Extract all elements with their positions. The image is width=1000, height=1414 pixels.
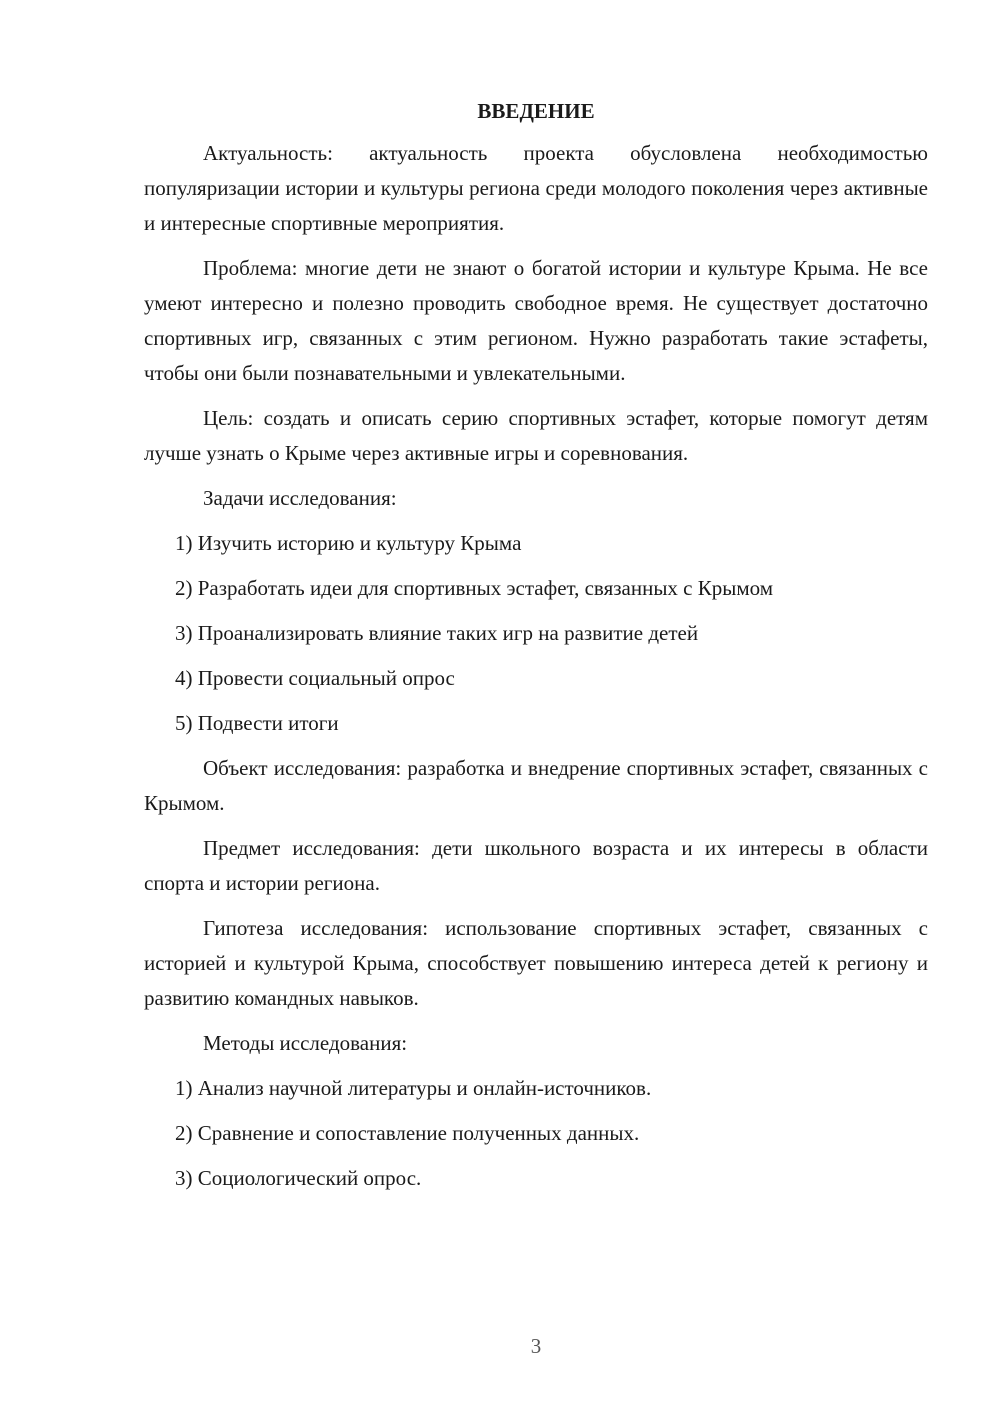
section-heading: ВВЕДЕНИЕ [477,99,595,123]
task-item: 2) Разработать идеи для спортивных эстафет, связанных с Крымом [175,576,774,600]
page-number: 3 [530,1334,542,1358]
tasks-title: Задачи исследования: [203,486,397,510]
method-item: 3) Социологический опрос. [175,1166,422,1190]
paragraph-goal: Цель: создать и описать серию спортивных эстафет, которые помогут детям лучше узнать о Крыме через активные игры и соревнования. [144,406,928,465]
task-item: 1) Изучить историю и культуру Крыма [175,531,522,555]
method-item: 2) Сравнение и сопоставление полученных данных. [175,1121,640,1145]
paragraph-object: Объект исследования: разработка и внедрение спортивных эстафет, связанных с Крымом. [144,756,928,815]
paragraph-problem: Проблема: многие дети не знают о богатой истории и культуре Крыма. Не все умеют интересно и полезно проводить свободное время. Не существует достаточно спортивных игр, связанных с этим регионом. Нужно разработать такие эстафеты, чтобы они были познавательными и увлекательными. [144,256,928,385]
task-item: 4) Провести социальный опрос [175,666,455,690]
paragraph-hypothesis: Гипотеза исследования: использование спортивных эстафет, связанных с историей и культурой Крыма, способствует повышению интереса детей к региону и развитию командных навыков. [144,916,928,1010]
methods-title: Методы исследования: [203,1031,408,1055]
task-item: 3) Проанализировать влияние таких игр на развитие детей [175,621,699,645]
paragraph-subject: Предмет исследования: дети школьного возраста и их интересы в области спорта и истории региона. [144,836,928,895]
task-item: 5) Подвести итоги [175,711,339,735]
method-item: 1) Анализ научной литературы и онлайн-источников. [175,1076,652,1100]
paragraph-relevance: Актуальность: актуальность проекта обусловлена необходимостью популяризации истории и культуры региона среди молодого поколения через активные и интересные спортивные мероприятия. [144,141,928,235]
document-page [144,94,928,1206]
